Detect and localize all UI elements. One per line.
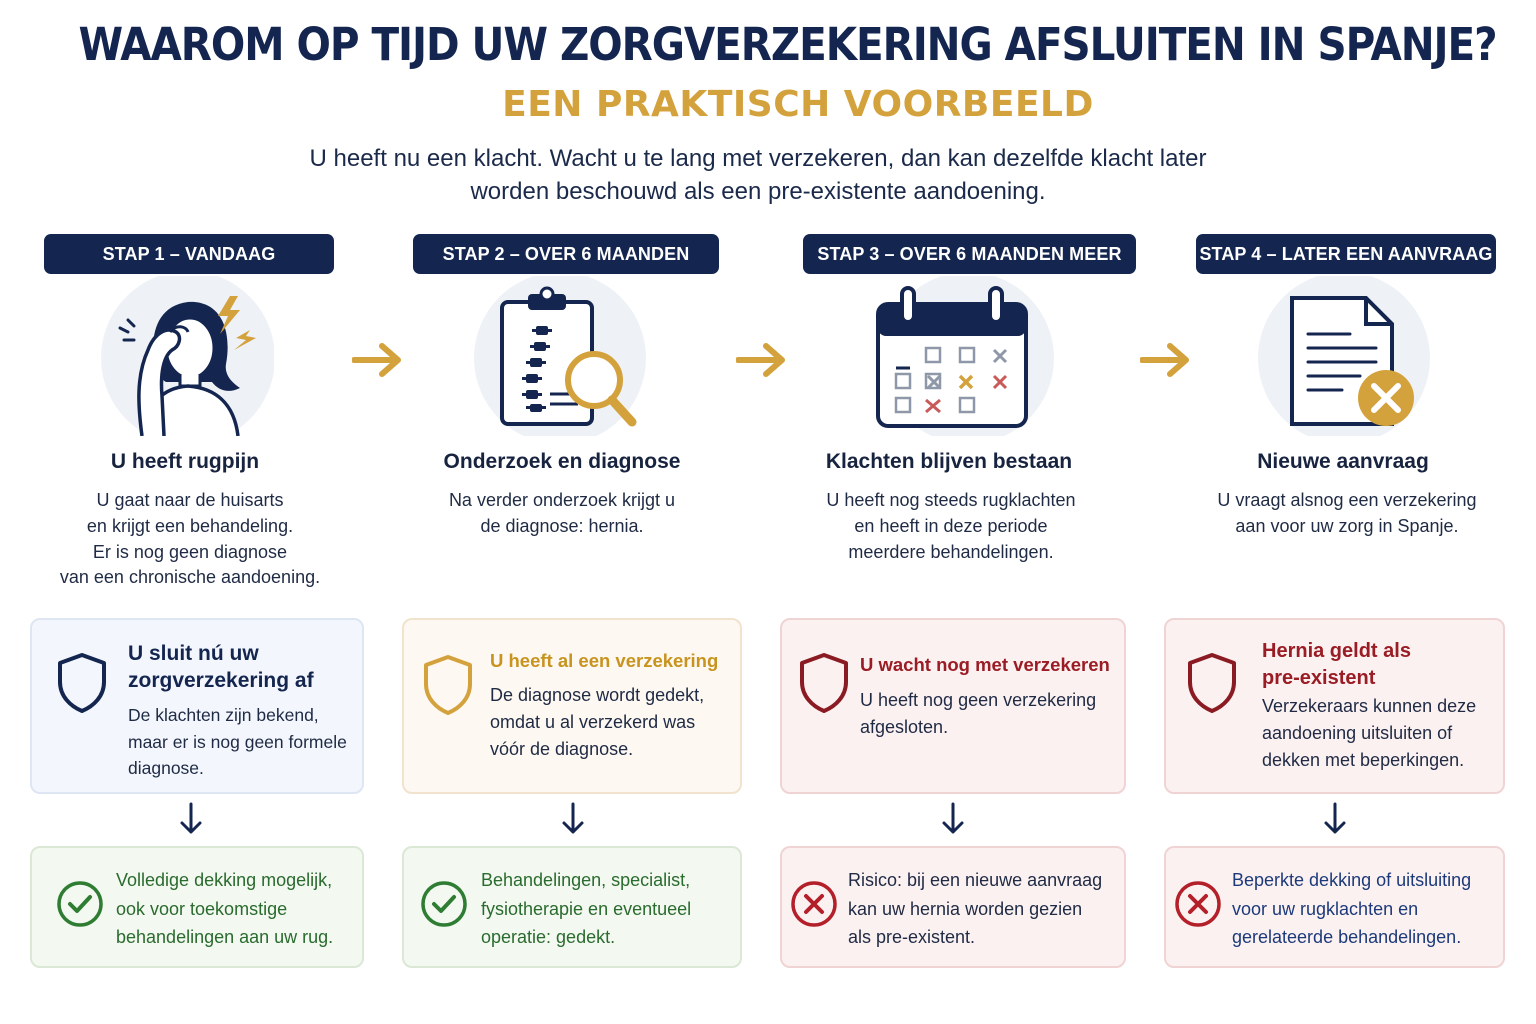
- result-box-risk: [780, 846, 1126, 968]
- clipboard-magnifier-icon: [474, 276, 648, 436]
- arrow-down-icon: [561, 802, 585, 836]
- card-body-line: dekken met beperkingen.: [1262, 750, 1465, 770]
- x-circle-icon: [1174, 880, 1222, 928]
- card-body: [128, 702, 347, 782]
- text-line: aan voor uw zorg in Spanje.: [1235, 515, 1459, 536]
- check-circle-icon: [420, 880, 468, 928]
- step-1-description: [20, 488, 360, 591]
- step-2-description: [402, 488, 722, 540]
- card-body-line: vóór de diagnose.: [490, 739, 634, 759]
- step-2-title: Onderzoek en diagnose: [443, 450, 681, 473]
- status-card-pre-existent: [1164, 618, 1505, 794]
- shield-icon: [798, 652, 850, 714]
- card-title-line: zorgverzekering af: [128, 669, 314, 692]
- shield-icon: [422, 654, 474, 716]
- step-3-description: [790, 488, 1112, 565]
- result-box-covered: [402, 846, 742, 968]
- text-line: van een chronische aandoening.: [59, 567, 321, 588]
- arrow-down-icon: [941, 802, 965, 836]
- result-text-line: Behandelingen, specialist,: [481, 870, 691, 890]
- shield-icon: [1186, 652, 1238, 714]
- result-text: [116, 866, 333, 952]
- result-text: [848, 866, 1102, 952]
- step-3-label: STAP 3 – OVER 6 MAANDEN MEER: [803, 234, 1136, 274]
- result-text: [481, 866, 691, 952]
- status-card-insured-now: [30, 618, 364, 794]
- card-title-line: pre-existent: [1262, 667, 1376, 689]
- status-card-waiting: [780, 618, 1126, 794]
- intro-text: [0, 142, 1516, 208]
- card-title: [128, 640, 314, 694]
- intro-line: worden beschouwd als een pre-existente aandoening.: [470, 178, 1046, 205]
- result-text-line: fysiotherapie en eventueel: [481, 898, 692, 919]
- card-title: [490, 650, 718, 672]
- text-line: U vraagt alsnog een verzekering: [1217, 490, 1477, 510]
- rejected-document-icon: [1256, 276, 1430, 436]
- step-1-label: STAP 1 – VANDAAG: [44, 234, 334, 274]
- card-body: [490, 682, 704, 763]
- calendar-icon: [860, 276, 1034, 436]
- step-4-label: STAP 4 – LATER EEN AANVRAAG: [1196, 234, 1496, 274]
- step-4-description: [1188, 488, 1506, 540]
- result-text-line: ook voor toekomstige: [116, 898, 288, 919]
- arrow-right-icon: [352, 340, 404, 380]
- text-line: Er is nog geen diagnose: [92, 541, 288, 562]
- text-line: Na verder onderzoek krijgt u: [448, 490, 676, 510]
- text-line: en krijgt een behandeling.: [86, 515, 294, 536]
- card-body-line: De klachten zijn bekend,: [128, 705, 319, 725]
- card-body-line: De diagnose wordt gedekt,: [490, 685, 705, 705]
- card-title-line: U sluit nú uw: [128, 642, 259, 665]
- card-body-line: diagnose.: [128, 758, 204, 778]
- arrow-down-icon: [179, 802, 203, 836]
- text-line: meerdere behandelingen.: [848, 541, 1054, 562]
- step-1-title: U heeft rugpijn: [110, 450, 260, 473]
- result-text-line: voor uw rugklachten en: [1232, 898, 1419, 919]
- card-body-line: Verzekeraars kunnen deze: [1262, 696, 1477, 716]
- result-text-line: Risico: bij een nieuwe aanvraag: [848, 870, 1103, 890]
- result-text-line: Volledige dekking mogelijk,: [116, 870, 333, 890]
- check-circle-icon: [56, 880, 104, 928]
- card-body-line: afgesloten.: [860, 717, 949, 737]
- arrow-right-icon: [1140, 340, 1192, 380]
- x-circle-icon: [790, 880, 838, 928]
- page-subtitle: EEN PRAKTISCH VOORBEELD: [502, 84, 1094, 125]
- result-text-line: gerelateerde behandelingen.: [1232, 927, 1462, 947]
- arrow-right-icon: [736, 340, 788, 380]
- card-body-line: aandoening uitsluiten of: [1262, 723, 1453, 743]
- result-text-line: kan uw hernia worden gezien: [848, 898, 1083, 919]
- page-title: WAAROM OP TIJD UW ZORGVERZEKERING AFSLUITEN IN SPANJE?: [78, 18, 1497, 71]
- status-card-already-insured: [402, 618, 742, 794]
- text-line: U heeft nog steeds rugklachten: [826, 490, 1076, 510]
- result-text-line: operatie: gedekt.: [481, 927, 616, 947]
- card-body-line: maar er is nog geen formele: [128, 731, 347, 752]
- text-line: de diagnose: hernia.: [480, 515, 644, 536]
- result-text-line: Beperkte dekking of uitsluiting: [1232, 870, 1472, 890]
- step-4-title: Nieuwe aanvraag: [1257, 450, 1429, 473]
- woman-back-pain-icon: [100, 276, 274, 436]
- result-box-full-coverage: [30, 846, 364, 968]
- step-3-title: Klachten blijven bestaan: [825, 450, 1073, 473]
- intro-line: U heeft nu een klacht. Wacht u te lang met verzekeren, dan kan dezelfde klacht later: [309, 145, 1207, 172]
- step-2-label: STAP 2 – OVER 6 MAANDEN: [413, 234, 719, 274]
- card-body-line: U heeft nog geen verzekering: [860, 690, 1097, 710]
- card-body: [1262, 693, 1476, 774]
- shield-icon: [56, 652, 108, 714]
- result-text: [1232, 866, 1471, 952]
- card-body-line: omdat u al verzekerd was: [490, 712, 696, 732]
- card-title-line: U wacht nog met verzekeren: [860, 654, 1110, 675]
- result-text-line: behandelingen aan uw rug.: [116, 927, 334, 947]
- card-title-line: U heeft al een verzekering: [490, 650, 719, 671]
- card-title-line: Hernia geldt als: [1262, 640, 1411, 662]
- card-title: [860, 654, 1110, 676]
- result-box-limited: [1164, 846, 1505, 968]
- text-line: U gaat naar de huisarts: [96, 490, 284, 510]
- arrow-down-icon: [1323, 802, 1347, 836]
- card-body: [860, 687, 1096, 741]
- result-text-line: als pre-existent.: [848, 927, 976, 947]
- text-line: en heeft in deze periode: [854, 515, 1048, 536]
- card-title: [1262, 638, 1411, 692]
